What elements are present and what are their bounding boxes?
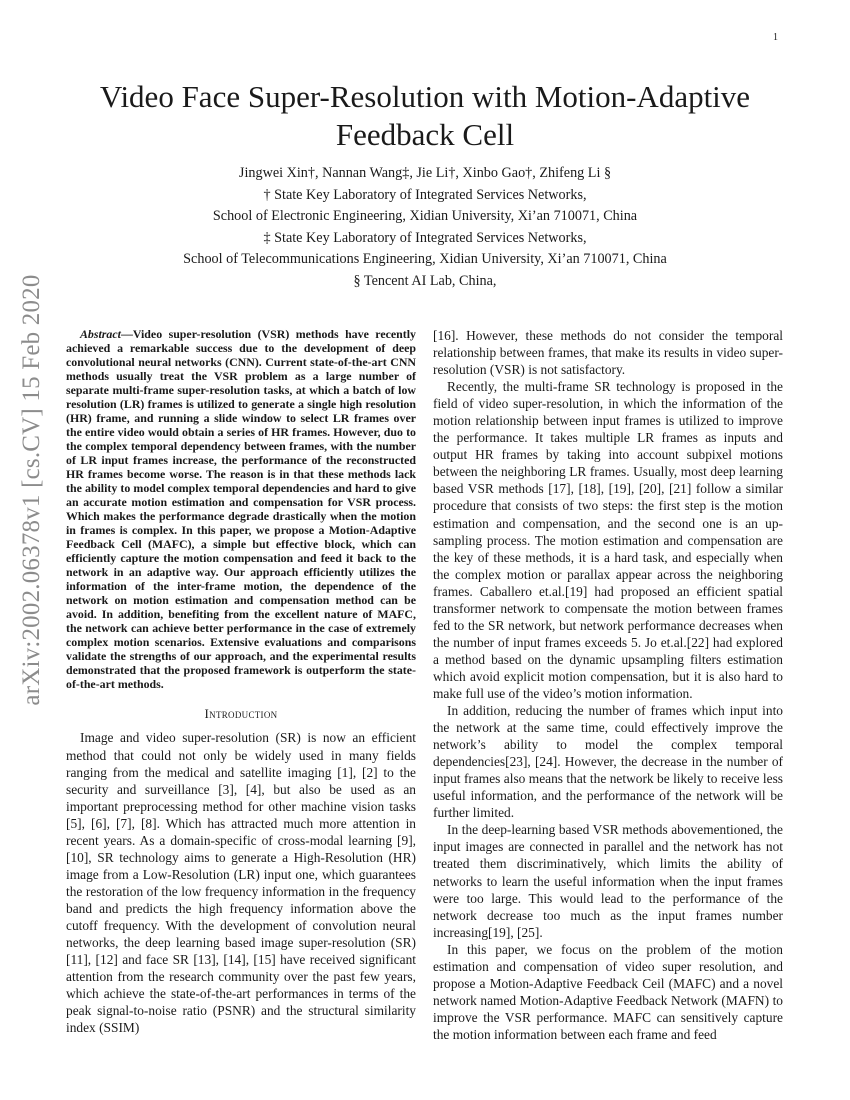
right-column [433, 327, 783, 1043]
body-paragraph: In the deep-learning based VSR methods abovementioned, the input images are connected in parallel and the network has not treated them discriminatively, which limits the ability of networks to learn the useful information when the input frames were too large. This would lead to the performance of the network decrease too much as the input frames number increasing[19], [25]. [433, 822, 783, 940]
abstract-text: —Video super-resolution (VSR) methods have recently achieved a remarkable success due to the development of deep convolutional neural networks (CNN). Current state-of-the-art CNN methods usually treat the VSR problem as a large number of separate multi-frame super-resolution tasks, at which a batch of low resolution (LR) frames is utilized to generate a single high resolution (HR) frame, and running a slide window to select LR frames over the entire video would obtain a series of HR frames. However, duo to the complex temporal dependency between frames, with the number of LR input frames increase, the performance of the reconstructed HR frames become worse. The reason is in that these methods lack the ability to model complex temporal dependencies and hard to give an accurate motion estimation and compensation for VSR process. Which makes the performance degrade drastically when the motion in frames is complex. In this paper, we propose a Motion-Adaptive Feedback Cell (MAFC), a simple but effective block, which can efficiently capture the motion compensation and feed it back to the network in an adaptive way. Our approach efficiently utilizes the information of the inter-frame motion, the dependence of the network on motion estimation and compensation method can be avoid. In addition, benefiting from the excellent nature of MAFC, the network can achieve better performance in the case of extremely complex motion scenarios. Extensive evaluations and comparisons validate the strengths of our approach, and the experimental results demonstrated that the proposed framework is outperform the state-of-the-art methods. [66, 327, 416, 692]
page-number: 1 [773, 32, 778, 43]
paper-title: Video Face Super-Resolution with Motion-Adaptive Feedback Cell [99, 79, 751, 152]
abstract [66, 327, 416, 691]
author-names: Jingwei Xin†, Nannan Wang‡, Jie Li†, Xinbo Gao†, Zhifeng Li § [238, 165, 612, 181]
body-paragraph: Recently, the multi-frame SR technology is proposed in the field of video super-resolution, in which the information of the motion relationship between input frames is utilized to improve the performance. It takes multiple LR frames as inputs and output HR frames by taking into account subpixel motions between the neighboring LR frames. Usually, most deep learning based VSR methods [17], [18], [19], [20], [21] follow a similar procedure that consists of two steps: the first step is the motion estimation and compensation, and the second one is an up-sampling process. The motion estimation and compensation are the key of these methods, it is a hard task, and especially when the complex motion or parallax appear across the neighboring frames. Caballero et.al.[19] had proposed an efficient spatial transformer network to compensate the motion between frames fed to the SR network, but network performance decreases when the number of input frames exceeds 5. Jo et.al.[22] had explored a method based on the dynamic upsampling filters estimation which avoid explicit motion compensation, but it is also hard to make full use of the video’s motion information. [433, 379, 783, 701]
left-column [66, 327, 416, 1036]
arxiv-identifier [6, 274, 58, 706]
section-heading-introduction: Introduction [204, 706, 278, 722]
body-paragraph: [16]. However, these methods do not consider the temporal relationship between frames, that make its results in video super-resolution (VSR) is not satisfactory. [433, 328, 783, 378]
affiliation-line: ‡ State Key Laboratory of Integrated Services Networks, [263, 229, 587, 246]
arxiv-identifier-text: arXiv:2002.06378v1 [cs.CV] 15 Feb 2020 [18, 274, 45, 706]
affiliation-line: § Tencent AI Lab, China, [353, 272, 497, 289]
body-paragraph: In this paper, we focus on the problem of the motion estimation and compensation of video super resolution, and propose a Motion-Adaptive Feedback Ceil (MAFC) and a novel network named Motion-Adaptive Feedback Network (MAFN) to improve the VSR performance. MAFC can sensitively capture the motion information between each frame and feed [433, 941, 783, 1042]
body-paragraph: In addition, reducing the number of frames which input into the network at the same time, could effectively improve the network’s ability to model the complex temporal dependencies[23], [24]. However, the decrease in the number of input frames also means that the network be likely to receive less useful information, and the performance of the network will be further limited. [433, 703, 783, 821]
affiliation-line: School of Telecommunications Engineering, Xidian University, Xi’an 710071, China [183, 251, 667, 267]
abstract-label: Abstract [80, 327, 121, 341]
affiliation-line: School of Electronic Engineering, Xidian University, Xi’an 710071, China [212, 208, 638, 224]
body-paragraph: Image and video super-resolution (SR) is now an efficient method that could not only be widely used in many fields ranging from the medical and satellite imaging [1], [2] to the security and surveillance [3], [4], but also be used as an important preprocessing method for other machine vision tasks [5], [6], [7], [8]. Which has attracted much more attention in recent years. As a domain-specific of cross-modal learning [9], [10], SR technology aims to generate a High-Resolution (HR) image from a Low-Resolution (LR) input one, which guarantees the restoration of the low frequency information in the frequency band and predicts the high frequency information above the cutoff frequency. With the development of convolution neural networks, the deep learning based image super-resolution (SR) [11], [12] and face SR [13], [14], [15] have received significant attention from the research community over the past few years, which achieve the state-of-the-art performances in terms of the peak signal-to-noise ratio (PSNR) and the structural similarity index (SSIM) [66, 730, 416, 1036]
affiliation-line: † State Key Laboratory of Integrated Services Networks, [263, 186, 587, 203]
author-block [60, 163, 790, 292]
